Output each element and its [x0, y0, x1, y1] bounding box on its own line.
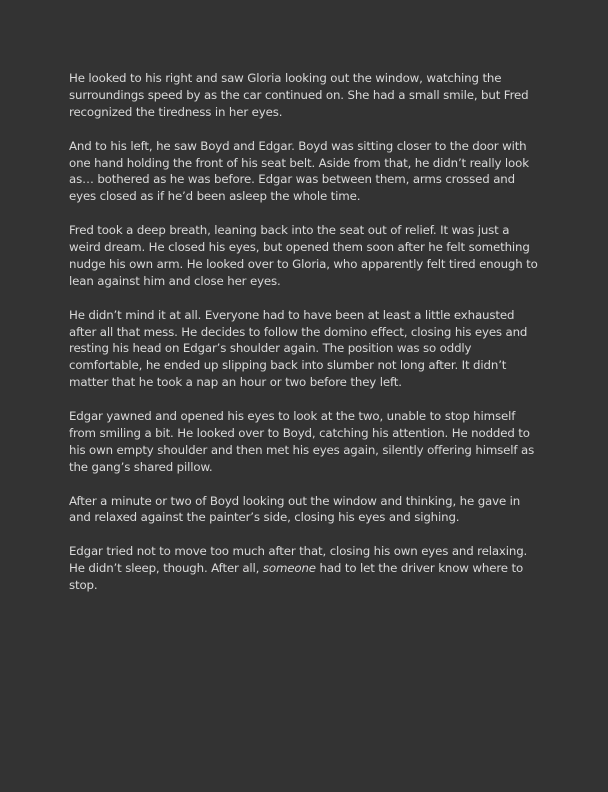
- paragraph: He looked to his right and saw Gloria looking out the window, watching the surroundings speed by as the car continued on. She had a small smile, but Fred recognized the tiredness in her eyes.: [69, 71, 529, 119]
- emphasis-text: someone: [262, 561, 316, 576]
- paragraph-text: Edgar tried not to move too much after that, closing his own eyes and relaxing. He didn’t sleep, though. After all,: [69, 544, 528, 576]
- document-body: [69, 70, 541, 594]
- paragraph-text: had to let the driver know where to stop.: [69, 561, 524, 593]
- paragraph: After a minute or two of Boyd looking out the window and thinking, he gave in and relaxed against the painter’s side, closing his eyes and sighing.: [69, 493, 521, 525]
- paragraph: And to his left, he saw Boyd and Edgar. Boyd was sitting closer to the door with one hand holding the front of his seat belt. Aside from that, he didn’t really look as… bothered as he was before. Edgar was between them, arms crossed and eyes closed as if he’d been asleep the whole time.: [69, 138, 529, 204]
- paragraph: He didn’t mind it at all. Everyone had to have been at least a little exhausted after all that mess. He decides to follow the domino effect, closing his eyes and resting his head on Edgar’s shoulder again. The position was so oddly comfortable, he ended up slipping back into slumber not long after. It didn’t matter that he took a nap an hour or two before they left.: [69, 307, 528, 390]
- paragraph: Edgar yawned and opened his eyes to look at the two, unable to stop himself from smiling a bit. He looked over to Boyd, catching his attention. He nodded to his own empty shoulder and then met his eyes again, silently offering himself as the gang’s shared pillow.: [69, 409, 535, 474]
- paragraph: Fred took a deep breath, leaning back into the seat out of relief. It was just a weird dream. He closed his eyes, but opened them soon after he felt something nudge his own arm. He looked over to Gloria, who apparently felt tired enough to lean against him and close her eyes.: [69, 223, 538, 288]
- paragraph-last: [69, 543, 541, 594]
